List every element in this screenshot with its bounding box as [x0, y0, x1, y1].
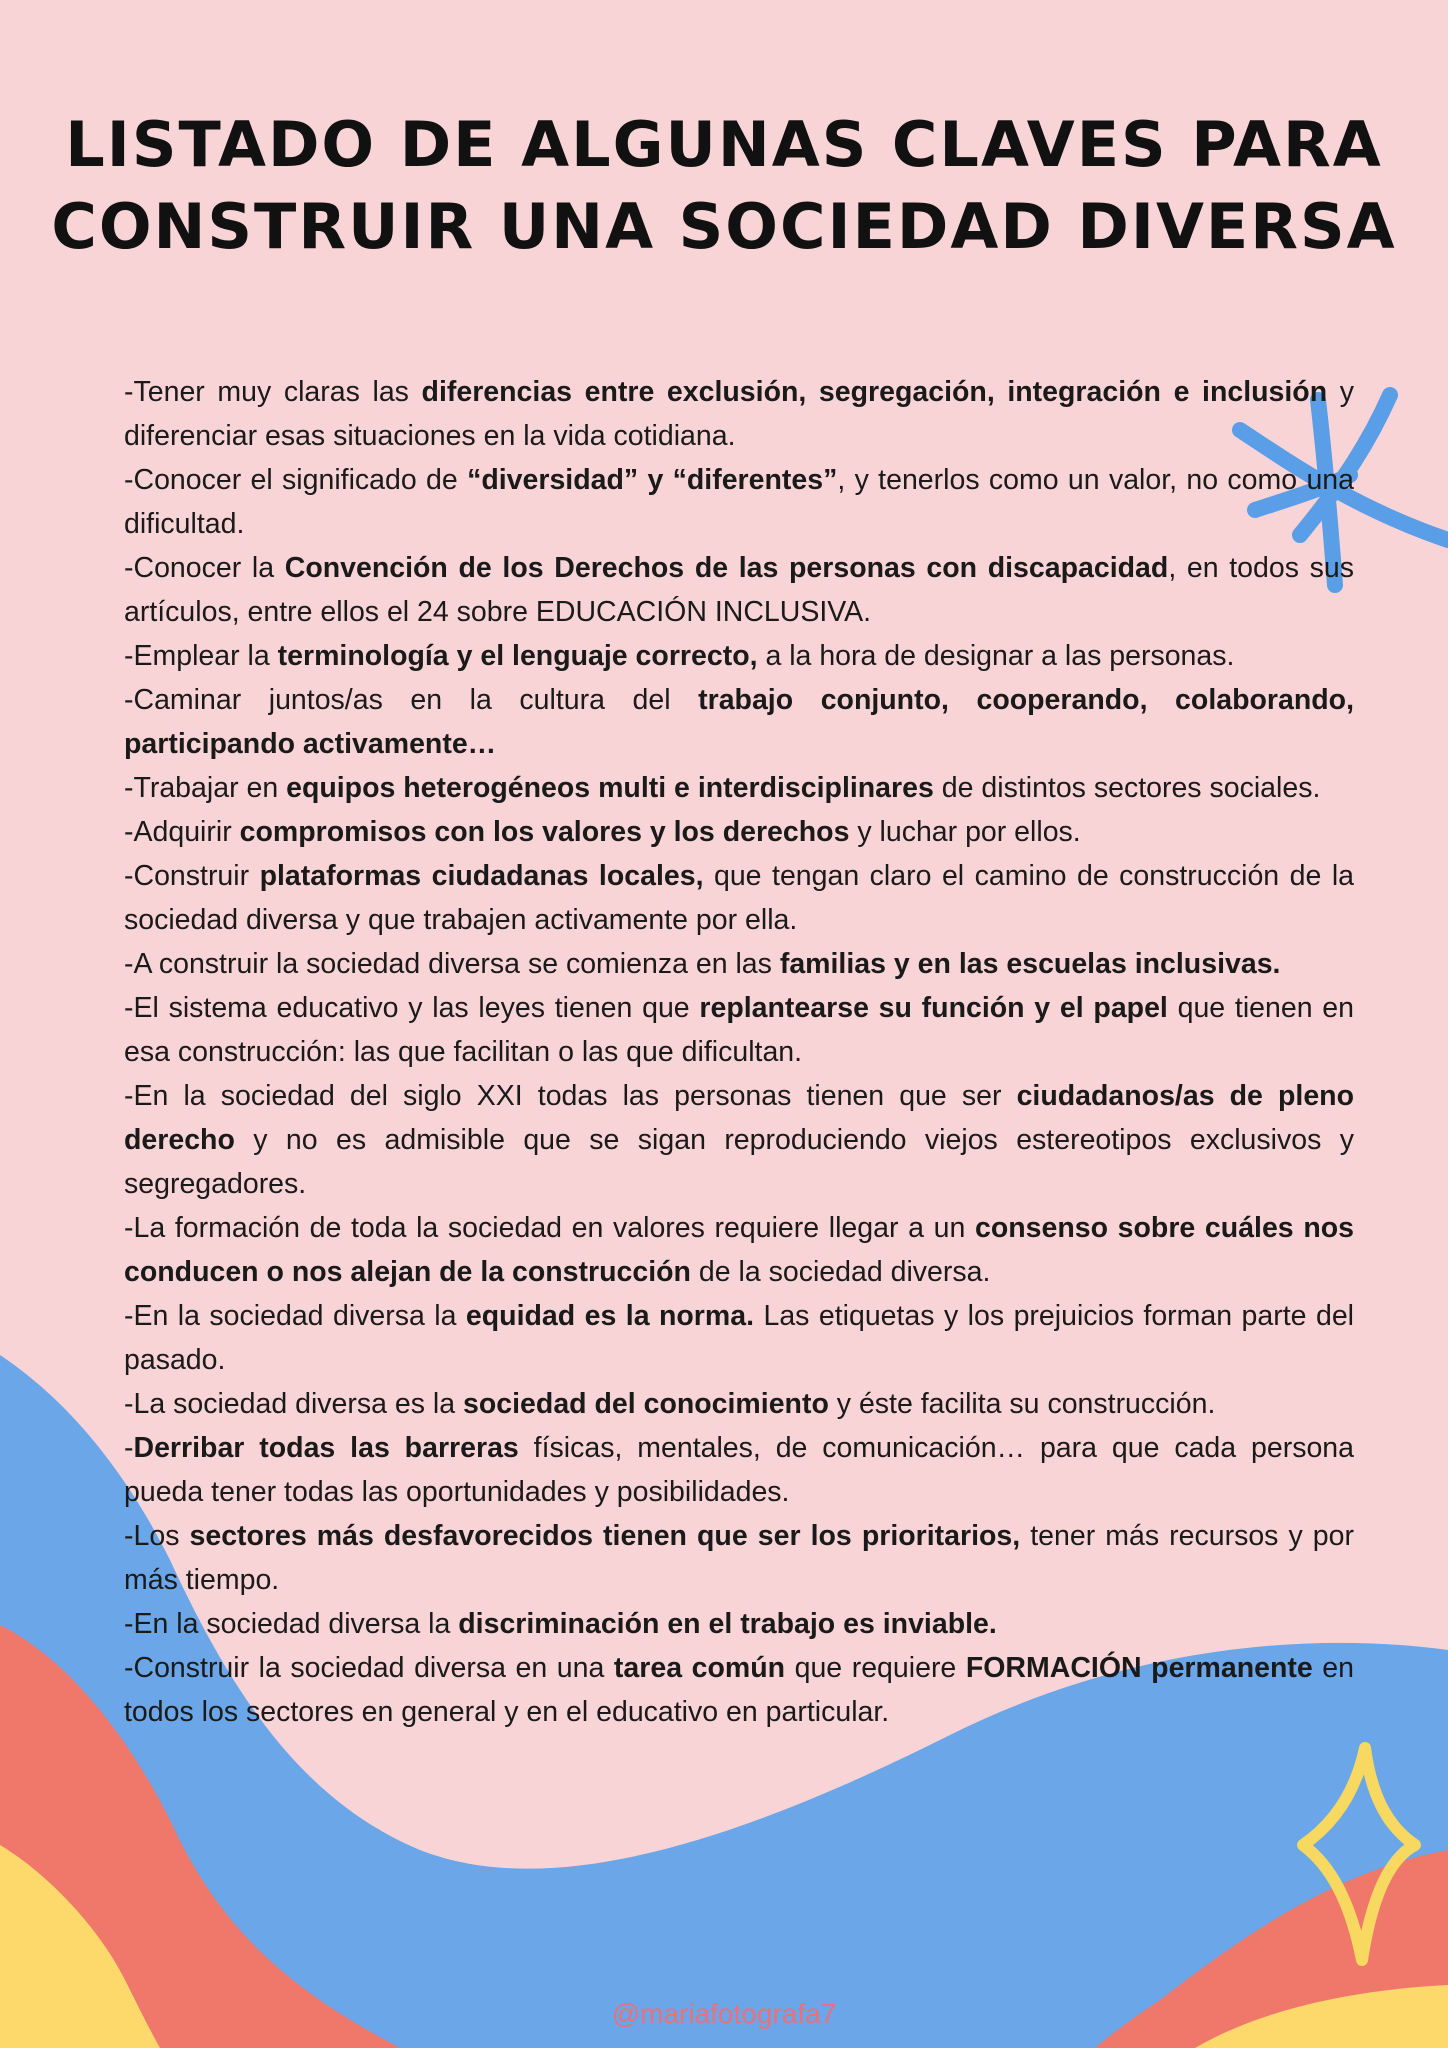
list-item-bold-text: Convención de los Derechos de las personas con discapacidad [284, 552, 1169, 584]
list-item-text: Las etiquetas y los prejuicios forman parte del pasado. [124, 1300, 1354, 1376]
title-line-2: CONSTRUIR UNA SOCIEDAD DIVERSA [51, 189, 1397, 263]
list-item-text: -El sistema educativo y las leyes tienen que [124, 992, 700, 1024]
list-item-bold-text: plataformas ciudadanas locales, [259, 860, 704, 892]
list-item-text: en todos los sectores en general y en el educativo en particular. [124, 1652, 1354, 1728]
list-item [124, 546, 1354, 634]
list-item [124, 942, 1354, 986]
list-item-bold-text: diferencias entre exclusión, segregación, integración e inclusión [421, 376, 1328, 408]
list-item-text: físicas, mentales, de comunicación… para que cada persona pueda tener todas las oportunidades y posibilidades. [124, 1432, 1355, 1508]
list-item [124, 370, 1354, 458]
list-item-text: -Construir la sociedad diversa en una [124, 1652, 614, 1684]
list-item [124, 1514, 1354, 1602]
list-item-text: tener más recursos y por más tiempo. [124, 1520, 1354, 1596]
page-title [0, 104, 1448, 268]
list-item [124, 1646, 1354, 1734]
author-handle: @mariafotografa7 [611, 1998, 837, 2029]
list-item-text: y diferenciar esas situaciones en la vida cotidiana. [124, 376, 1354, 452]
list-item-bold-text: discriminación en el trabajo es inviable. [458, 1608, 997, 1640]
list-item-text: -Emplear la [124, 640, 278, 672]
list-item-bold-text: terminología y el lenguaje correcto, [277, 640, 758, 672]
list-item-text: -La sociedad diversa es la [124, 1388, 464, 1420]
list-item [124, 634, 1354, 678]
list-item-text: -En la sociedad diversa la [124, 1300, 466, 1332]
list-item-bold-text: consenso sobre cuáles nos conducen o nos alejan de la construcción [124, 1212, 1354, 1288]
list-item-text: y no es admisible que se sigan reproduciendo viejos estereotipos exclusivos y segregadores. [124, 1124, 1354, 1200]
list-item [124, 1382, 1354, 1426]
list-item-bold-text: equidad es la norma. [465, 1300, 755, 1332]
list-item-text: que tienen en esa construcción: las que facilitan o las que dificultan. [124, 992, 1354, 1068]
list-item-bold-text: “diversidad” y “diferentes” [467, 464, 838, 496]
list-item-text: -Conocer la [124, 552, 285, 584]
list-item-text: que requiere [785, 1652, 966, 1684]
list-item [124, 1602, 1354, 1646]
list-item-text: -Tener muy claras las [124, 376, 422, 408]
list-item-text: -Conocer el significado de [124, 464, 468, 496]
list-item-bold-text: trabajo conjunto, cooperando, colaborando, participando activamente… [124, 684, 1354, 760]
list-item-text: -Los [124, 1520, 190, 1552]
list-item [124, 1206, 1354, 1294]
list-item-text: - [124, 1432, 134, 1464]
list-item-text: y éste facilita su construcción. [828, 1388, 1216, 1420]
list-item-text: -Trabajar en [124, 772, 287, 804]
list-item-bold-text: ciudadanos/as de pleno derecho [124, 1080, 1354, 1156]
list-item [124, 854, 1354, 942]
list-item-text: que tengan claro el camino de construcción de la sociedad diversa y que trabajen activamente por ella. [124, 860, 1354, 936]
list-item-text: -La formación de toda la sociedad en valores requiere llegar a un [124, 1212, 975, 1244]
list-item-bold-text: equipos heterogéneos multi e interdisciplinares [286, 772, 934, 804]
list-item-text: , y tenerlos como un valor, no como una dificultad. [124, 464, 1354, 540]
list-item [124, 986, 1354, 1074]
list-item-text: -Caminar juntos/as en la cultura del [124, 684, 699, 716]
list-item-bold-text: tarea común [613, 1652, 786, 1684]
list-item-text: -Adquirir [124, 816, 240, 848]
list-item-bold-text: FORMACIÓN permanente [965, 1652, 1313, 1684]
list-item [124, 1426, 1354, 1514]
list-item-text: , en todos sus artículos, entre ellos el 24 sobre EDUCACIÓN INCLUSIVA. [124, 552, 1354, 628]
list-item-text: de la sociedad diversa. [690, 1256, 991, 1288]
list-item-bold-text: familias y en las escuelas inclusivas. [779, 948, 1281, 980]
list-item [124, 810, 1354, 854]
list-item-text: y luchar por ellos. [849, 816, 1081, 848]
list-item [124, 766, 1354, 810]
list-item-bold-text: sectores más desfavorecidos tienen que ser los prioritarios, [189, 1520, 1021, 1552]
list-item [124, 678, 1354, 766]
list-item-bold-text: compromisos con los valores y los derechos [239, 816, 850, 848]
list-item-text: -Construir [124, 860, 260, 892]
list-item-text: a la hora de designar a las personas. [757, 640, 1235, 672]
list-item-text: de distintos sectores sociales. [933, 772, 1321, 804]
list-item-bold-text: sociedad del conocimiento [463, 1388, 829, 1420]
list-item-bold-text: replantearse su función y el papel [699, 992, 1168, 1024]
list-item [124, 458, 1354, 546]
list-item-text: -En la sociedad del siglo XXI todas las personas tienen que ser [124, 1080, 1017, 1112]
list-item [124, 1294, 1354, 1382]
key-list [124, 370, 1354, 1734]
title-line-1: LISTADO DE ALGUNAS CLAVES PARA [65, 107, 1383, 181]
list-item-text: -En la sociedad diversa la [124, 1608, 459, 1640]
list-item [124, 1074, 1354, 1206]
list-item-text: -A construir la sociedad diversa se comienza en las [124, 948, 780, 980]
list-item-bold-text: Derribar todas las barreras [133, 1432, 519, 1464]
